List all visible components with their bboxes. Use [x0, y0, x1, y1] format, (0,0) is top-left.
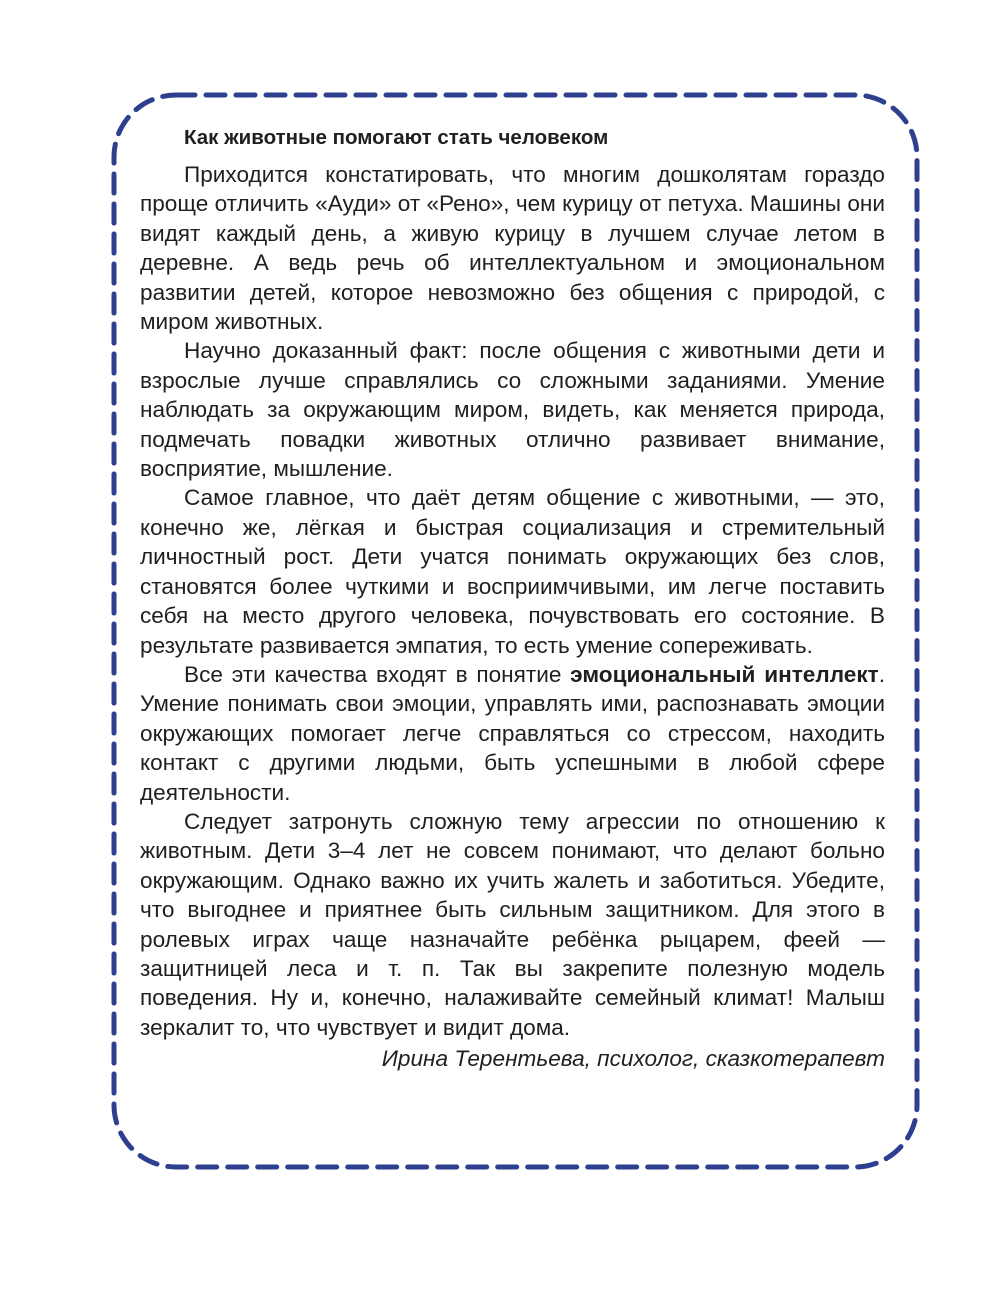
paragraph-1: Приходится констатировать, что многим дошколятам гораздо проще отличить «Ауди» от «Рено», чем курицу от петуха. Машины они видят каждый день, а живую курицу в лучшем случае летом в деревне. А ведь речь об интеллектуальном и эмоциональном развитии детей, которое невозможно без общения с природой, с миром животных. [140, 162, 885, 335]
author-signature: Ирина Терентьева, психолог, сказкотерапевт [381, 1046, 885, 1072]
paragraph-4-before: Все эти качества входят в понятие [184, 661, 571, 687]
emotional-intelligence-term: эмоциональный интеллект [570, 661, 879, 687]
paragraph-2: Научно доказанный факт: после общения с животными дети и взрослые лучше справлялись со сложными заданиями. Умение наблюдать за окружающим миром, видеть, как меняется природа, подмечать повадки животных отлично развивает внимание, восприятие, мышление. [140, 338, 885, 482]
article [140, 122, 885, 1074]
paragraph-4-after: . Умение понимать свои эмоции, управлять ими, распознавать эмоции окружающих помогает легче справляться со стрессом, находить контакт с другими людьми, быть успешными в любой сфере деятельности. [140, 661, 885, 805]
article-title: Как животные помогают стать человеком [184, 126, 609, 149]
paragraph-4 [140, 660, 885, 807]
paragraph-3: Самое главное, что даёт детям общение с животными, — это, конечно же, лёгкая и быстрая социализация и стремительный личностный рост. Дети учатся понимать окружающих без слов, становятся более чуткими и восприимчивыми, им легче поставить себя на место другого человека, почувствовать его состояние. В результате развивается эмпатия, то есть умение сопереживать. [140, 485, 885, 658]
paragraph-5: Следует затронуть сложную тему агрессии по отношению к животным. Дети 3–4 лет не совсем понимают, что делают больно окружающим. Однако важно их учить жалеть и заботиться. Убедите, что выгоднее и приятнее быть сильным защитником. Для этого в ролевых играх чаще назначайте ребёнка рыцарем, феей — защитницей леса и т. п. Так вы закрепите полезную модель поведения. Ну и, конечно, налаживайте семейный климат! Малыш зеркалит то, что чувствует и видит дома. [140, 808, 885, 1040]
